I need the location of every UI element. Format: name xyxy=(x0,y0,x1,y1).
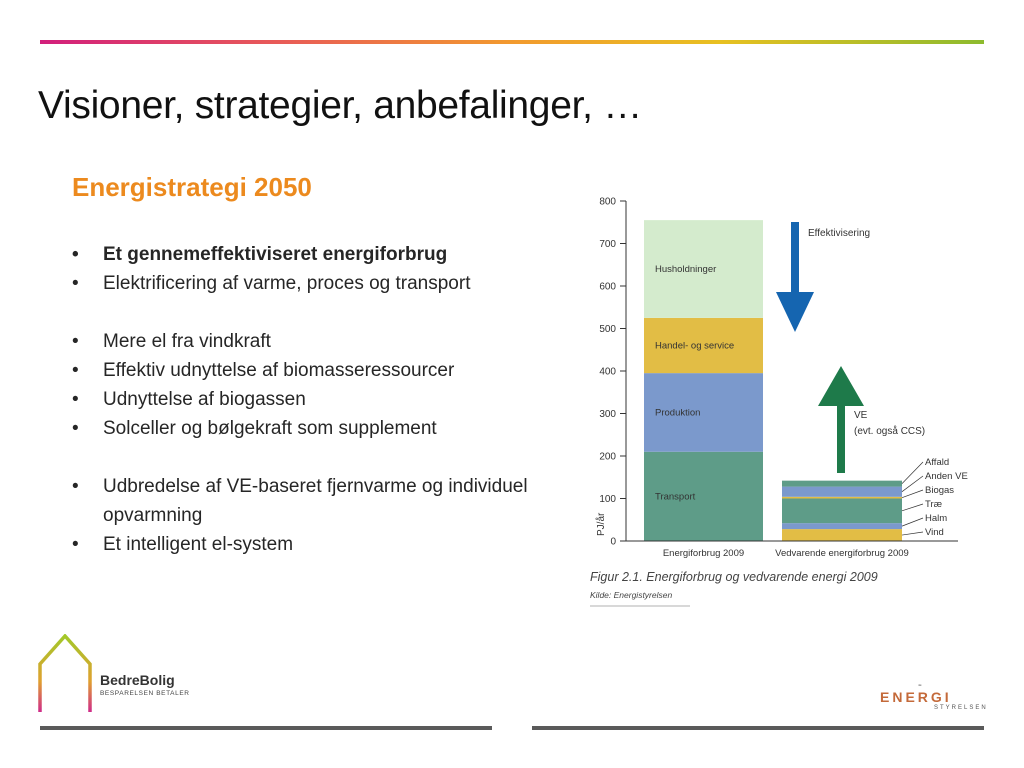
energy-chart xyxy=(580,186,980,616)
chart-y-axis xyxy=(595,197,626,548)
callout-line xyxy=(902,532,923,535)
bullet-item: • Udnyttelse af biogassen xyxy=(72,385,542,414)
callout-label: Halm xyxy=(925,513,948,524)
bar-segment-tr- xyxy=(782,499,902,524)
bullet-item: • Mere el fra vindkraft xyxy=(72,327,542,356)
callout-label: Biogas xyxy=(925,485,955,496)
callout-label: Vind xyxy=(925,527,944,538)
annotation-effektivisering: Effektivisering xyxy=(808,228,871,239)
y-tick-label: 400 xyxy=(599,366,616,378)
energistyrelsen-name: ENERGI xyxy=(880,689,952,705)
callout-label: Affald xyxy=(925,457,950,468)
bar-segment-anden-ve xyxy=(782,487,902,497)
callout-line xyxy=(902,504,923,511)
x-category-label: Energiforbrug 2009 xyxy=(662,548,745,559)
bullet-item: • Elektrificering af varme, proces og transport xyxy=(72,269,542,298)
top-gradient-rule xyxy=(40,40,984,44)
bullet-item: • Effektiv udnyttelse af biomasseressourcer xyxy=(72,356,542,385)
segment-label: Transport xyxy=(655,491,696,503)
y-tick-label: 0 xyxy=(610,536,616,548)
bar-segment-halm xyxy=(782,523,902,529)
y-axis-label: PJ/år xyxy=(596,512,607,536)
annotation-ccs: (evt. også CCS) xyxy=(854,426,926,437)
callout-label: Træ xyxy=(925,499,943,510)
y-tick-label: 100 xyxy=(599,494,616,505)
chart-source: Kilde: Energistyrelsen xyxy=(590,590,673,600)
y-tick-label: 600 xyxy=(599,281,616,293)
chart-caption: Figur 2.1. Energiforbrug og vedvarende energi 2009 xyxy=(590,570,878,584)
y-tick-label: 300 xyxy=(599,409,616,420)
bullet-item: • Solceller og bølgekraft som supplement xyxy=(72,414,542,443)
callout-line xyxy=(902,476,923,492)
chart-x-axis xyxy=(626,541,958,559)
energistyrelsen-sub: STYRELSEN xyxy=(934,705,988,711)
x-category-label: Vedvarende energiforbrug 2009 xyxy=(775,548,909,559)
segment-label: Husholdninger xyxy=(655,264,717,275)
callout-line xyxy=(902,518,923,526)
segment-label: Produktion xyxy=(655,407,701,419)
y-tick-label: 700 xyxy=(599,239,616,250)
segment-label: Handel- og service xyxy=(655,340,735,352)
y-tick-label: 200 xyxy=(599,451,616,463)
callout-label: Anden VE xyxy=(925,471,968,482)
bedrebolig-name: BedreBolig xyxy=(100,672,175,688)
bottom-rule-right xyxy=(532,726,984,730)
bullet-item: • Udbredelse af VE-baseret fjernvarme og individuel opvarmning xyxy=(72,472,542,530)
bullet-item: • Et gennemeffektiviseret energiforbrug xyxy=(72,240,542,269)
callout-line xyxy=(902,490,923,498)
bullet-item: • Et intelligent el-system xyxy=(72,530,542,559)
y-tick-label: 800 xyxy=(599,196,616,208)
slide-title: Visioner, strategier, anbefalinger, … xyxy=(38,84,642,127)
bullet-list xyxy=(72,240,542,559)
annotation-ve: VE xyxy=(854,410,868,421)
bottom-rule-left xyxy=(40,726,492,730)
y-tick-label: 500 xyxy=(599,324,616,335)
section-subtitle: Energistrategi 2050 xyxy=(72,172,312,202)
bar-segment-affald xyxy=(782,481,902,487)
bedrebolig-tagline: BESPARELSEN BETALER xyxy=(100,690,190,697)
callout-line xyxy=(902,462,923,484)
bar-segment-vind xyxy=(782,529,902,541)
bar-segment-biogas xyxy=(782,497,902,499)
